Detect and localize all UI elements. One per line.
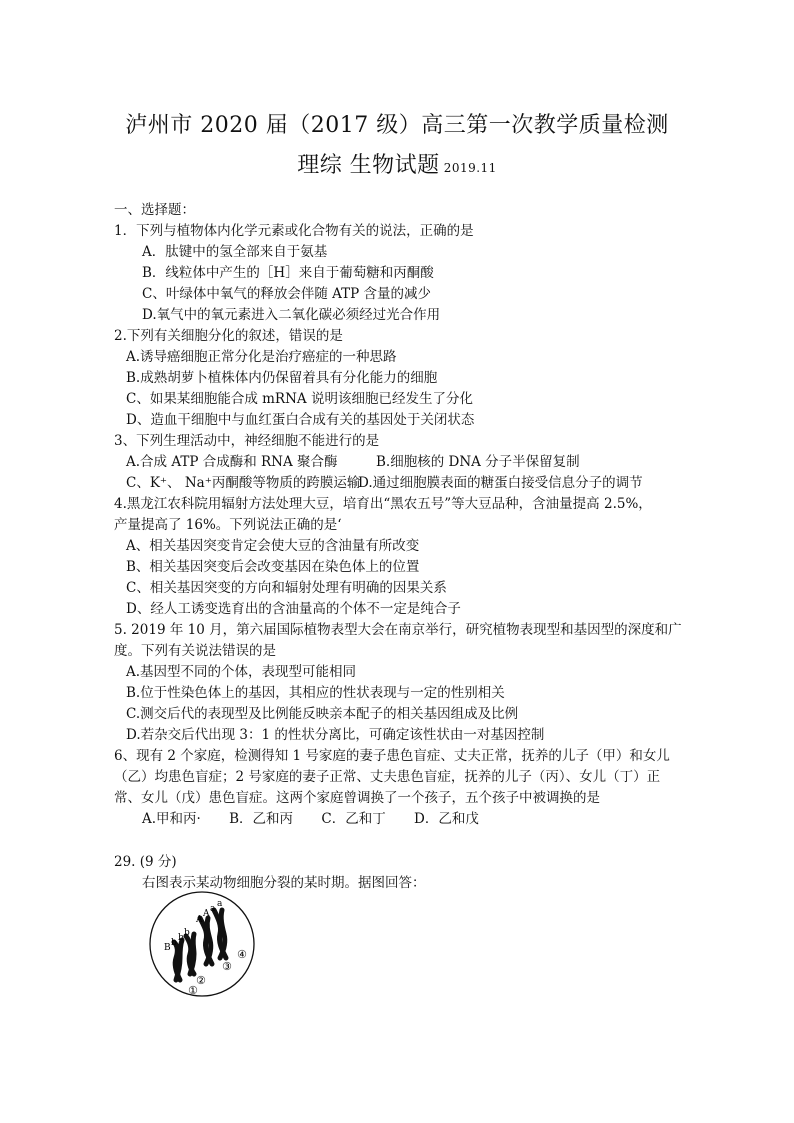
q5-option-a: A.基因型不同的个体，表现型可能相同 xyxy=(126,664,357,680)
q4-option-c: C、相关基因突变的方向和辐射处理有明确的因果关系 xyxy=(126,580,447,596)
section-heading: 一、选择题： xyxy=(114,202,195,218)
q2-option-d: D、造血干细胞中与血红蛋白合成有关的基因处于关闭状态 xyxy=(126,412,475,428)
q3-options-row2 xyxy=(114,473,686,494)
q6-stem-line1: 6、现有 2 个家庭，检测得知 1 号家庭的妻子患色盲症、丈夫正常，抚养的儿子（甲）和女儿 xyxy=(114,748,670,764)
q4-stem-line2: 产量提高了 16%。下列说法正确的是‘ xyxy=(114,517,342,533)
q1-option-a: A．肽键中的氢全部来自于氨基 xyxy=(142,244,328,260)
q5-option-b: B.位于性染色体上的基因，其相应的性状表现与一定的性别相关 xyxy=(126,685,505,701)
q4-option-d: D、经人工诱变选育出的含油量高的个体不一定是纯合子 xyxy=(126,601,461,617)
q6-options xyxy=(114,809,686,830)
chromosome-number-2: ② xyxy=(196,974,206,987)
exam-subtitle xyxy=(0,148,794,179)
q29-heading: 29. (9 分) xyxy=(114,854,177,870)
q3-option-b: B.细胞核的 DNA 分子半保留复制 xyxy=(376,454,580,470)
gene-label-A1: A xyxy=(196,915,203,925)
q1-option-b: B．线粒体中产生的［H］来自于葡萄糖和丙酮酸 xyxy=(142,265,434,281)
q5-option-c: C.测交后代的表现型及比例能反映亲本配子的相关基因组成及比例 xyxy=(126,706,519,722)
gene-label-a1: a xyxy=(210,904,216,914)
q2-option-c: C、如果某细胞能合成 mRNA 说明该细胞已经发生了分化 xyxy=(126,391,473,407)
q6-option-c: C．乙和丁 xyxy=(321,811,386,827)
q6-stem-line3: 常、女儿（戊）患色盲症。这两个家庭曾调换了一个孩子，五个孩子中被调换的是 xyxy=(114,790,600,806)
gene-label-B: B xyxy=(164,943,171,953)
chromosome-number-4: ④ xyxy=(237,948,247,961)
gene-label-a2: a xyxy=(217,899,223,909)
q4-option-a: A、相关基因突变肯定会使大豆的含油量有所改变 xyxy=(126,538,420,554)
question-content xyxy=(114,200,686,894)
cell-division-figure xyxy=(146,888,258,1000)
exam-title: 泸州市 2020 届（2017 级）高三第一次教学质量检测 xyxy=(125,113,669,138)
chromosome-number-3: ③ xyxy=(222,960,232,973)
gene-label-b3: b xyxy=(184,928,190,938)
q5-stem-line2: 度。下列有关说法错误的是 xyxy=(114,643,276,659)
q1-option-c: C、叶绿体中氧气的释放会伴随 ATP 含量的减少 xyxy=(142,286,432,302)
q4-stem-line1: 4.黑龙江农科院用辐射方法处理大豆，培育出“黑农五号”等大豆品种，含油量提高 2.5%， xyxy=(114,496,652,512)
chromosome-right-4 xyxy=(214,910,226,958)
q5-stem-line1: 5. 2019 年 10 月，第六届国际植物表型大会在南京举行，研究植物表现型和基因型的深度和广 xyxy=(114,622,682,638)
q6-option-d: D．乙和戊 xyxy=(414,811,479,827)
gene-label-A2: A xyxy=(203,909,210,919)
gene-label-b1: b xyxy=(171,938,177,948)
q3-options-row1 xyxy=(114,452,686,473)
q1-stem: 1．下列与植物体内化学元素或化合物有关的说法，正确的是 xyxy=(114,223,474,239)
q3-option-a: A.合成 ATP 合成酶和 RNA 聚合酶 xyxy=(126,454,338,470)
q6-stem-line2: （乙）均患色盲症；2 号家庭的妻子正常、丈夫患色盲症，抚养的儿子（丙）、女儿（丁）正 xyxy=(114,769,661,785)
q1-option-d: D.氧气中的氧元素进入二氧化碳必须经过光合作用 xyxy=(142,307,441,323)
chromosome-left-2 xyxy=(186,934,194,974)
q6-option-a: A.甲和丙· xyxy=(142,811,201,827)
gene-label-b2: b xyxy=(178,933,184,943)
q3-option-d: D.通过细胞膜表面的糖蛋白接受信息分子的调节 xyxy=(358,475,643,491)
chromosome-number-1: ① xyxy=(188,984,198,997)
q2-stem: 2.下列有关细胞分化的叙述，错误的是 xyxy=(114,328,343,344)
q3-stem: 3、下列生理活动中，神经细胞不能进行的是 xyxy=(114,433,380,449)
exam-date: 2019.11 xyxy=(443,161,497,175)
q6-option-b: B．乙和丙 xyxy=(229,811,294,827)
q2-option-b: B.成熟胡萝卜植株体内仍保留着具有分化能力的细胞 xyxy=(126,370,438,386)
subject-title: 理综 生物试题 xyxy=(297,153,440,178)
q5-option-d: D.若杂交后代出现 3：1 的性状分离比，可确定该性状由一对基因控制 xyxy=(126,727,545,743)
q3-option-c: C、K⁺、 Na⁺丙酮酸等物质的跨膜运输 xyxy=(126,475,361,491)
q4-option-b: B、相关基因突变后会改变基因在染色体上的位置 xyxy=(126,559,420,575)
q2-option-a: A.诱导癌细胞正常分化是治疗癌症的一种思路 xyxy=(126,349,397,365)
q29-stem: 右图表示某动物细胞分裂的某时期。据图回答： xyxy=(142,875,426,891)
